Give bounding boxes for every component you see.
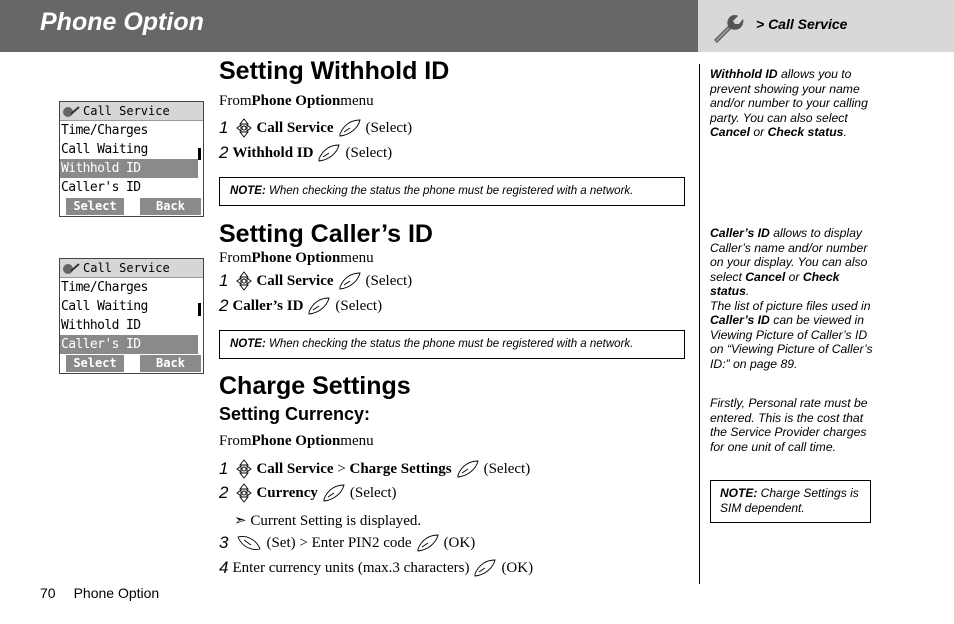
withhold-step-1: 1 Call Service (Select) [219, 118, 413, 137]
phone-screen-title: Call Service [60, 102, 203, 121]
phone-screen-title: Call Service [60, 259, 203, 278]
charge-result: ➣ Current Setting is displayed. [234, 513, 422, 529]
charge-step-1: 1 Call Service > Charge Settings (Select) [219, 459, 531, 478]
phone-menu-item: Time/Charges [61, 123, 148, 138]
phone-screen-withhold [59, 101, 204, 217]
header-bar [0, 0, 698, 52]
softkey-back: Back [140, 355, 201, 372]
callerid-from-line: From Phone Option menu [219, 250, 374, 266]
softkey-select: Select [66, 198, 124, 215]
call-service-icon [62, 104, 80, 118]
call-service-icon [62, 261, 80, 275]
phone-menu-item: Call Waiting [61, 142, 148, 157]
charge-step-2: 2 Currency (Select) [219, 483, 397, 502]
footer-section: Phone Option [73, 585, 160, 601]
navigation-key-icon [236, 118, 252, 138]
phone-softkeys [60, 197, 203, 216]
phone-menu-item: Withhold ID [61, 318, 141, 333]
subheading-currency: Setting Currency: [219, 404, 371, 424]
phone-screen-callerid [59, 258, 204, 374]
select-key-icon [338, 271, 362, 291]
withhold-step-2: 2 Withhold ID (Select) [219, 143, 393, 162]
navigation-key-icon [236, 459, 252, 479]
set-key-icon [236, 533, 262, 553]
phone-softkeys [60, 354, 203, 373]
sidebar-callerid-text: Caller’s ID allows to display Caller’s name and/or number on your display. You can also select Cancel or Check status. The list of picture files used in Caller’s ID can be viewed in Viewing Picture of Caller’s ID on “Viewing Picture of Caller’s ID:” on page 89. [710, 226, 873, 371]
navigation-key-icon [236, 483, 252, 503]
withhold-from-line: From Phone Option menu [219, 93, 374, 109]
page-footer [40, 585, 177, 601]
phone-scrollbar [198, 303, 201, 316]
charge-from-line: From Phone Option menu [219, 433, 374, 449]
breadcrumb: > Call Service [756, 16, 848, 32]
phone-menu-item: Time/Charges [61, 280, 148, 295]
callerid-step-2: 2 Caller’s ID (Select) [219, 296, 383, 315]
phone-menu-item-selected: Caller's ID [60, 335, 198, 354]
select-key-icon [456, 459, 480, 479]
select-key-icon [338, 118, 362, 138]
navigation-key-icon [236, 271, 252, 291]
softkey-select: Select [66, 355, 124, 372]
select-key-icon [416, 533, 440, 553]
sidebar-charge-text: Firstly, Personal rate must be entered. This is the cost that the Service Provider charges for one unit of call time. [710, 396, 868, 454]
page-number: 70 [40, 585, 56, 601]
charge-step-4: 4 Enter currency units (max.3 characters) (OK) [219, 558, 534, 577]
heading-charge: Charge Settings [219, 372, 411, 400]
header-breadcrumb-area [698, 0, 954, 52]
sidebar-note: NOTE: Charge Settings is SIM dependent. [710, 480, 871, 523]
select-key-icon [317, 143, 341, 163]
sidebar-withhold-text: Withhold ID allows you to prevent showing your name and/or number to your calling party. You can also select Cancel or Check status. [710, 67, 868, 139]
select-key-icon [473, 558, 497, 578]
note-callerid: NOTE: When checking the status the phone must be registered with a network. [219, 330, 685, 359]
phone-menu-item: Call Waiting [61, 299, 148, 314]
note-withhold: NOTE: When checking the status the phone must be registered with a network. [219, 177, 685, 206]
select-key-icon [307, 296, 331, 316]
wrench-icon [710, 10, 746, 46]
heading-callerid: Setting Caller’s ID [219, 220, 433, 248]
select-key-icon [322, 483, 346, 503]
heading-withhold: Setting Withhold ID [219, 57, 450, 85]
phone-scrollbar [198, 148, 201, 160]
page-title: Phone Option [40, 8, 204, 36]
phone-menu-item-selected: Withhold ID [60, 159, 198, 178]
charge-step-3: 3 (Set) > Enter PIN2 code (OK) [219, 533, 476, 552]
callerid-step-1: 1 Call Service (Select) [219, 271, 413, 290]
sidebar-divider [699, 64, 700, 584]
phone-menu-item: Caller's ID [61, 180, 141, 195]
softkey-back: Back [140, 198, 201, 215]
